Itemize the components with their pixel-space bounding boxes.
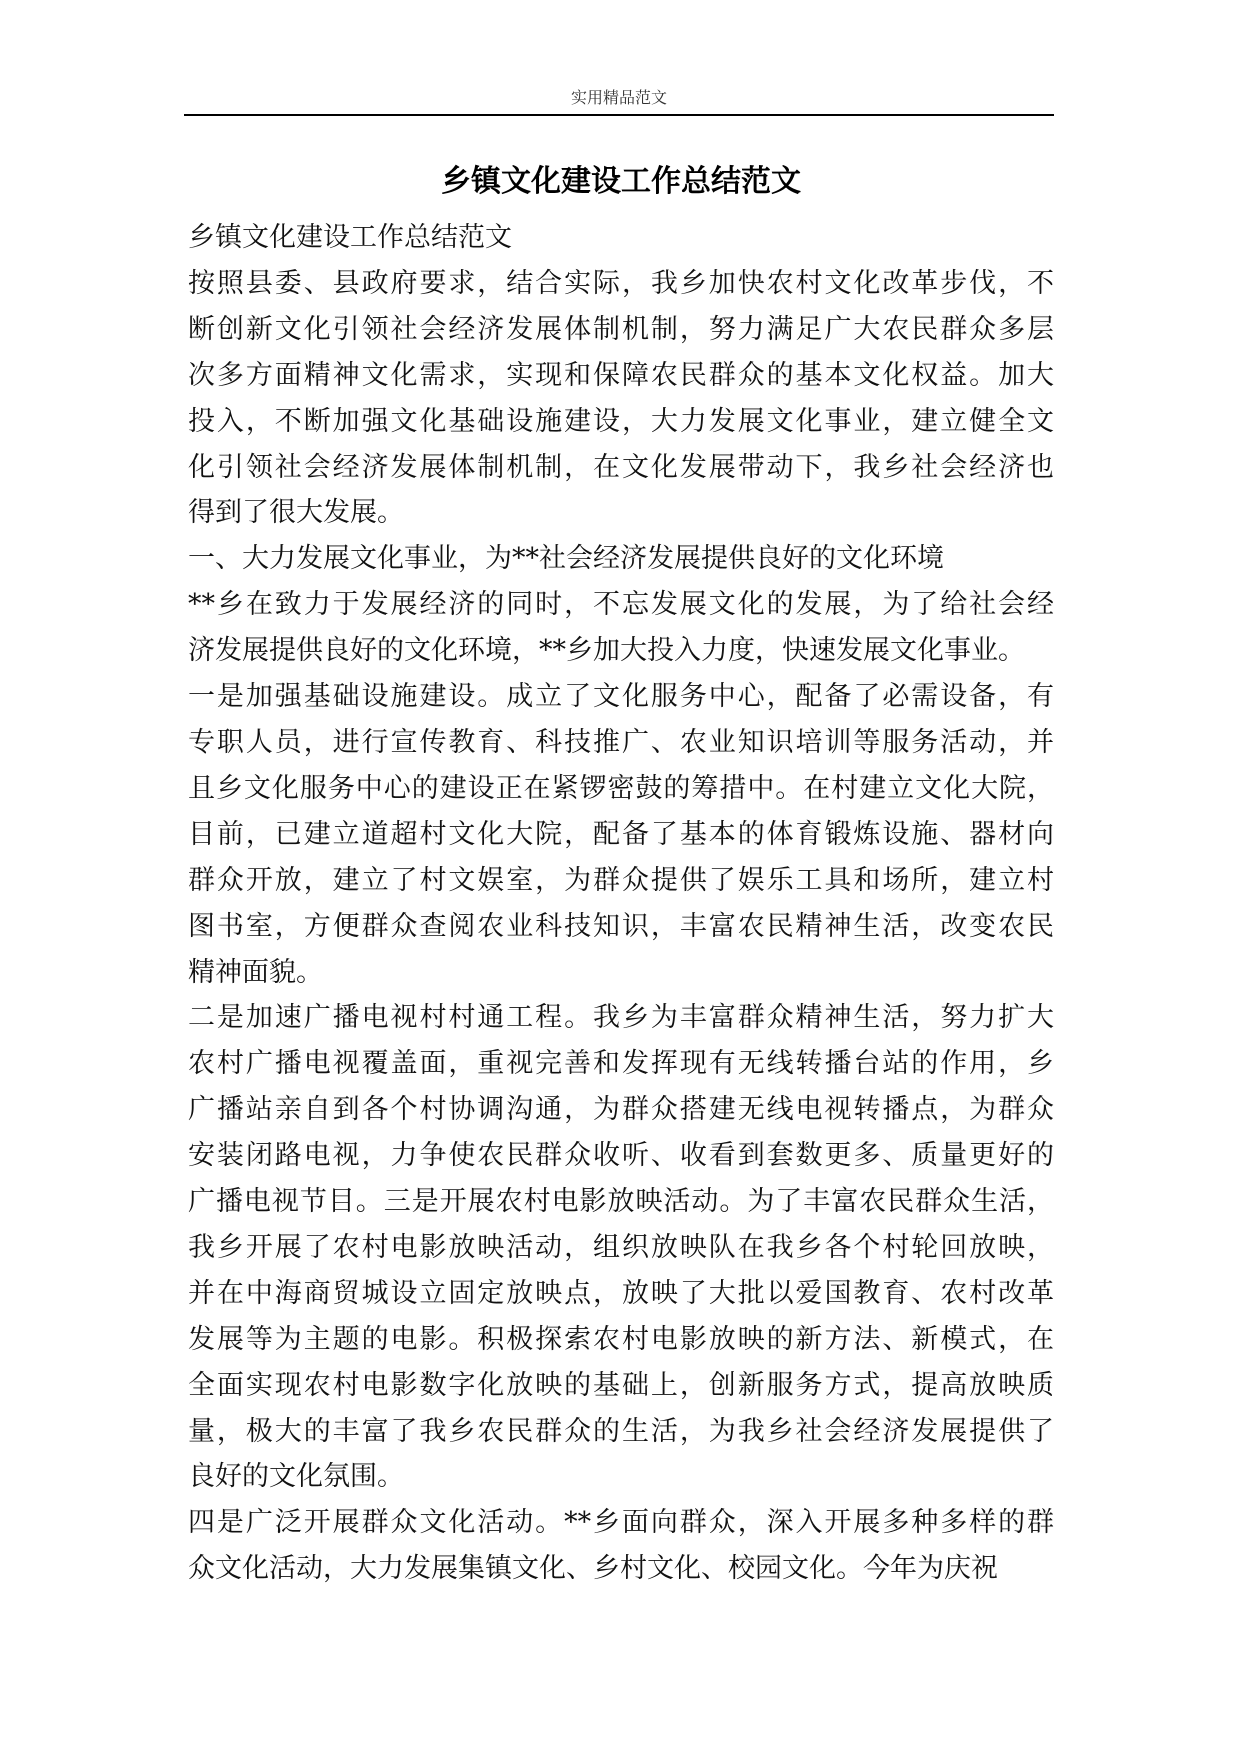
paragraph [188, 215, 1054, 261]
text-line: 目前，已建立道超村文化大院，配备了基本的体育锻炼设施、器材向 [188, 818, 1054, 850]
text-line: 图书室，方便群众查阅农业科技知识，丰富农民精神生活，改变农民 [188, 910, 1054, 942]
text-line: 乡镇文化建设工作总结范文 [188, 222, 512, 253]
text-line: 广播电视节目。三是开展农村电影放映活动。为了丰富农民群众生活， [188, 1186, 1054, 1218]
text-line: 济发展提供良好的文化环境，**乡加大投入力度，快速发展文化事业。 [188, 635, 1025, 667]
text-line: 断创新文化引领社会经济发展体制机制，努力满足广大农民群众多层 [188, 313, 1054, 345]
text-line: 广播站亲自到各个村协调沟通，为群众搭建无线电视转播点，为群众 [188, 1094, 1054, 1126]
paragraph [188, 582, 1054, 674]
text-line: 一是加强基础设施建设。成立了文化服务中心，配备了必需设备，有 [188, 681, 1054, 713]
text-line: 次多方面精神文化需求，实现和保障农民群众的基本文化权益。加大 [188, 359, 1054, 391]
paragraph [188, 261, 1054, 536]
paragraph [188, 1500, 1054, 1592]
text-line: 量，极大的丰富了我乡农民群众的生活，为我乡社会经济发展提供了 [188, 1415, 1054, 1447]
text-line: 全面实现农村电影数字化放映的基础上，创新服务方式，提高放映质 [188, 1369, 1054, 1401]
text-line: 且乡文化服务中心的建设正在紧锣密鼓的筹措中。在村建立文化大院， [188, 772, 1054, 804]
text-line: **乡在致力于发展经济的同时，不忘发展文化的发展，为了给社会经 [188, 589, 1054, 621]
paragraph [188, 536, 1054, 582]
text-line: 化引领社会经济发展体制机制，在文化发展带动下，我乡社会经济也 [188, 451, 1054, 483]
text-line: 一、大力发展文化事业，为**社会经济发展提供良好的文化环境 [188, 543, 944, 575]
running-header: 实用精品范文 [570, 88, 667, 107]
text-line: 众文化活动，大力发展集镇文化、乡村文化、校园文化。今年为庆祝 [188, 1553, 998, 1585]
text-line: 良好的文化氛围。 [188, 1461, 404, 1493]
text-line: 按照县委、县政府要求，结合实际，我乡加快农村文化改革步伐，不 [188, 267, 1054, 299]
document-title: 乡镇文化建设工作总结范文 [441, 164, 801, 199]
text-line: 精神面貌。 [188, 956, 323, 988]
text-line: 发展等为主题的电影。积极探索农村电影放映的新方法、新模式，在 [188, 1323, 1054, 1355]
text-line: 我乡开展了农村电影放映活动，组织放映队在我乡各个村轮回放映， [188, 1231, 1054, 1263]
text-line: 农村广播电视覆盖面，重视完善和发挥现有无线转播台站的作用，乡 [188, 1048, 1054, 1080]
text-line: 投入，不断加强文化基础设施建设，大力发展文化事业，建立健全文 [188, 405, 1054, 437]
header-rule [184, 114, 1054, 116]
document-body [188, 215, 1054, 1592]
paragraph [188, 995, 1054, 1500]
text-line: 并在中海商贸城设立固定放映点，放映了大批以爱国教育、农村改革 [188, 1277, 1054, 1309]
text-line: 四是广泛开展群众文化活动。**乡面向群众，深入开展多种多样的群 [188, 1507, 1054, 1539]
text-line: 群众开放，建立了村文娱室，为群众提供了娱乐工具和场所，建立村 [188, 864, 1054, 896]
text-line: 专职人员，进行宣传教育、科技推广、农业知识培训等服务活动，并 [188, 726, 1054, 758]
text-line: 得到了很大发展。 [188, 497, 404, 529]
paragraph [188, 674, 1054, 995]
text-line: 二是加速广播电视村村通工程。我乡为丰富群众精神生活，努力扩大 [188, 1002, 1054, 1034]
text-line: 安装闭路电视，力争使农民群众收听、收看到套数更多、质量更好的 [188, 1140, 1054, 1172]
